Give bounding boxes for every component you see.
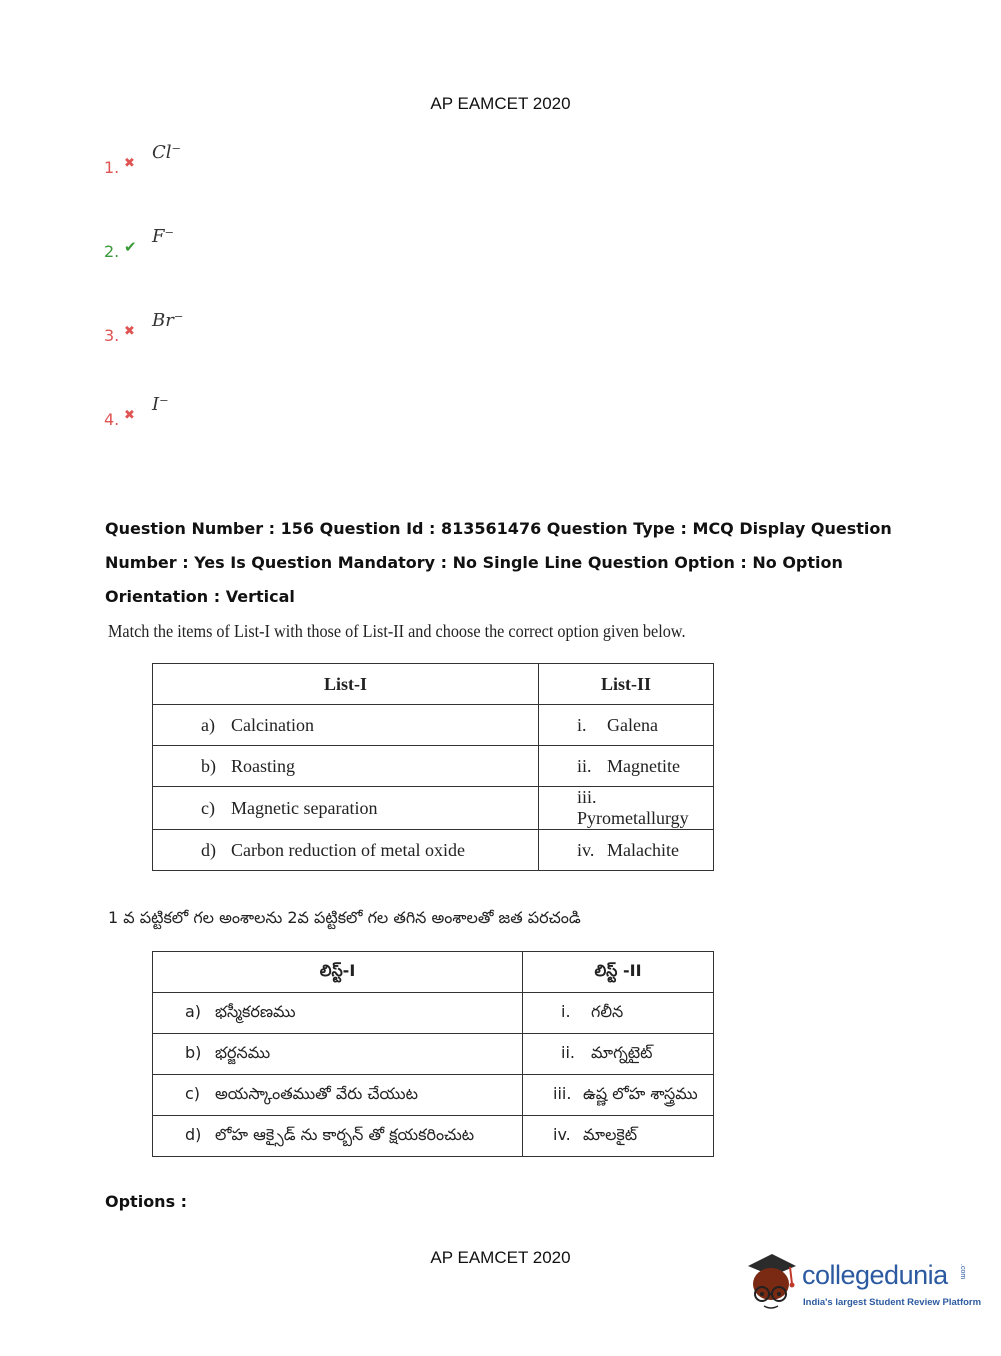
question-meta: Question Number : 156 Question Id : 813561476 Question Type : MCQ Display Question Number : Yes Is Question Mandatory : No Single Line Question Option : No Option Orientation : Vertical	[105, 519, 892, 606]
item-text: Carbon reduction of metal oxide	[231, 839, 465, 860]
item-text: మాగ్నటైట్	[591, 1042, 653, 1062]
item-label: ii.	[561, 1042, 575, 1062]
item-label: i.	[577, 714, 587, 735]
table-row	[153, 1116, 714, 1157]
item-label: iv.	[553, 1124, 571, 1144]
item-label: c)	[185, 1083, 201, 1103]
table-row	[153, 1034, 714, 1075]
table-row	[153, 787, 714, 830]
item-label: b)	[201, 755, 216, 776]
item-label: a)	[185, 1001, 202, 1021]
item-label: iii.	[553, 1083, 572, 1103]
option-number: 2.	[104, 242, 120, 261]
wrong-icon: ✖	[124, 408, 135, 423]
list-1-header: List-I	[153, 664, 539, 705]
item-text: Magnetite	[607, 755, 680, 776]
option-value: Cl⁻	[152, 142, 182, 163]
item-label: ii.	[577, 755, 592, 776]
table-row	[153, 993, 714, 1034]
option-value: I⁻	[152, 394, 169, 415]
brand-dotcom: .com	[959, 1264, 966, 1280]
option-number: 3.	[104, 326, 120, 345]
wrong-icon: ✖	[124, 324, 135, 339]
item-text: అయస్కాంతముతో వేరు చేయుట	[215, 1083, 418, 1103]
item-label: a)	[201, 714, 215, 735]
match-table-telugu	[152, 951, 714, 1157]
table-row	[153, 830, 714, 871]
item-label: i.	[561, 1001, 571, 1021]
table-header-row	[153, 664, 714, 705]
table-row	[153, 746, 714, 787]
list-2-header: List-II	[539, 664, 714, 705]
collegedunia-logo	[742, 1250, 982, 1320]
item-label: iv.	[577, 839, 595, 860]
table-header-row	[153, 952, 714, 993]
item-text: Roasting	[231, 755, 296, 776]
item-text: గలీన	[591, 1001, 624, 1021]
item-text: Magnetic separation	[231, 797, 378, 818]
item-text: మాలకైట్	[583, 1124, 638, 1144]
brand-tagline: India's largest Student Review Platform	[803, 1297, 982, 1308]
student-mascot-icon	[742, 1250, 802, 1310]
table-row	[153, 1075, 714, 1116]
option-value: F⁻	[152, 226, 174, 247]
item-text: లోహ ఆక్సైడ్ ను కార్బన్ తో క్షయకరించుట	[215, 1124, 475, 1144]
item-text: భర్జనము	[215, 1042, 271, 1062]
item-text: Pyrometallurgy	[577, 808, 689, 828]
check-icon: ✔	[124, 238, 137, 256]
option-value: Br⁻	[152, 310, 184, 331]
item-label: b)	[185, 1042, 202, 1062]
item-text: భస్మీకరణము	[215, 1001, 296, 1021]
options-label: Options :	[105, 1192, 188, 1211]
wrong-icon: ✖	[124, 156, 135, 171]
brand-name: collegedunia	[802, 1260, 948, 1290]
option-number: 1.	[104, 158, 120, 177]
page-header: AP EAMCET 2020	[430, 94, 571, 113]
item-text: Galena	[607, 714, 658, 735]
page-footer: AP EAMCET 2020	[430, 1248, 571, 1267]
item-label: d)	[185, 1124, 202, 1144]
item-label: iii.	[577, 787, 597, 807]
match-table-english	[152, 663, 714, 871]
table-row	[153, 705, 714, 746]
list-2-header: లిస్ట్ -II	[523, 952, 714, 993]
item-text: ఉష్ణ లోహ శాస్త్రము	[583, 1083, 698, 1103]
item-text: Malachite	[607, 839, 679, 860]
question-text-english: Match the items of List-I with those of List-II and choose the correct option given below.	[108, 621, 686, 641]
list-1-header: లిస్ట్-I	[153, 952, 523, 993]
item-label: d)	[201, 839, 216, 860]
question-text-telugu: 1 వ పట్టికలో గల అంశాలను 2వ పట్టికలో గల తగిన అంశాలతో జత పరచండి	[108, 908, 581, 927]
option-number: 4.	[104, 410, 120, 429]
item-label: c)	[201, 797, 215, 818]
item-text: Calcination	[231, 714, 314, 735]
